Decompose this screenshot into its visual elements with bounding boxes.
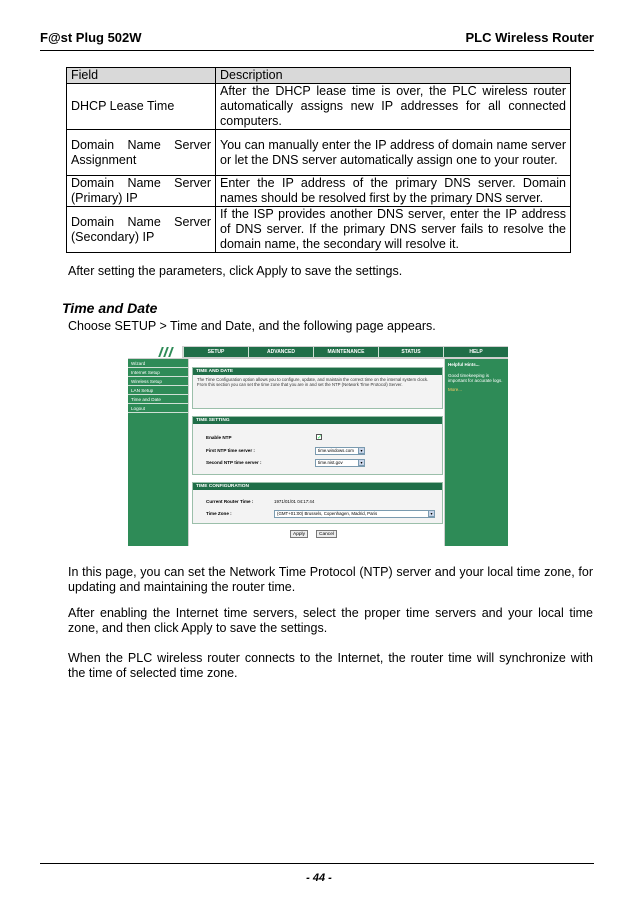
table-cell-field: Domain Name Server Assignment <box>67 130 216 176</box>
second-ntp-value: time.nist.gov <box>318 460 343 465</box>
nav-setup[interactable]: SETUP <box>183 347 248 357</box>
enable-ntp-checkbox[interactable]: ✓ <box>317 435 323 441</box>
time-and-date-box <box>192 367 443 409</box>
paragraph-sync: When the PLC wireless router connects to the Internet, the router time will synchronize with the time of selected time zone. <box>68 651 593 680</box>
time-zone-label: Time Zone : <box>206 511 232 516</box>
section-title: Time and Date <box>62 300 158 316</box>
second-ntp-label: Second NTP time server : <box>206 460 262 465</box>
router-sidebar <box>128 359 188 546</box>
after-table-text: After setting the parameters, click Apply to save the settings. <box>68 264 403 278</box>
time-configuration-title: TIME CONFIGURATION <box>193 483 442 490</box>
intro-text: Choose SETUP > Time and Date, and the following page appears. <box>68 319 436 333</box>
nav-status[interactable]: STATUS <box>378 347 443 357</box>
help-text: Good timekeeping is important for accurate logs. <box>448 373 503 383</box>
chevron-down-icon: ▾ <box>428 510 435 517</box>
time-and-date-title: TIME AND DATE <box>193 368 442 375</box>
chevron-down-icon: ▾ <box>358 447 365 454</box>
sidebar-item-logout[interactable]: Logout <box>128 404 188 413</box>
cancel-button[interactable]: Cancel <box>316 530 337 538</box>
apply-button[interactable]: Apply <box>290 530 308 538</box>
table-header-description: Description <box>216 68 571 84</box>
second-ntp-select[interactable] <box>315 459 365 467</box>
header-rule <box>40 50 594 51</box>
footer-rule <box>40 863 594 864</box>
paragraph-enable: After enabling the Internet time servers, select the proper time servers and your local time zone, and then click Apply to save the settings. <box>68 606 593 635</box>
first-ntp-label: First NTP time server : <box>206 448 255 453</box>
enable-ntp-label: Enable NTP <box>206 435 232 440</box>
router-top-nav <box>183 347 508 357</box>
sidebar-item-wizard[interactable]: Wizard <box>128 359 188 368</box>
table-row <box>67 207 571 253</box>
logo-stripes-icon <box>128 346 182 358</box>
field-description-table <box>66 67 571 253</box>
table-cell-description: Enter the IP address of the primary DNS server. Domain names should be resolved first by the primary DNS server. <box>216 176 571 207</box>
table-header-row <box>67 68 571 84</box>
table-cell-description: You can manually enter the IP address of domain name server or let the DNS server automatically assign one to your router. <box>216 130 571 176</box>
time-setting-title: TIME SETTING <box>193 417 442 424</box>
router-main <box>189 359 444 546</box>
help-panel <box>445 359 508 546</box>
sidebar-item-internet-setup[interactable]: Internet Setup <box>128 368 188 377</box>
first-ntp-value: time.windows.com <box>318 448 354 453</box>
table-row <box>67 130 571 176</box>
help-more-link[interactable]: More... <box>448 387 463 392</box>
chevron-down-icon: ▾ <box>358 459 365 466</box>
table-cell-description: If the ISP provides another DNS server, enter the IP address of DNS server. If the primary DNS server fails to resolve the domain name, the secondary will resolve it. <box>216 207 571 253</box>
current-time-value: 1971/01/01 04:17:44 <box>274 499 315 504</box>
table-row <box>67 84 571 130</box>
table-cell-field: Domain Name Server (Secondary) IP <box>67 207 216 253</box>
table-cell-description: After the DHCP lease time is over, the PLC wireless router automatically assigns new IP addresses for all connected computers. <box>216 84 571 130</box>
table-cell-field: Domain Name Server (Primary) IP <box>67 176 216 207</box>
table-row <box>67 176 571 207</box>
first-ntp-select[interactable] <box>315 447 365 455</box>
sidebar-item-time-and-date[interactable]: Time and Date <box>128 395 188 404</box>
header-title: PLC Wireless Router <box>465 30 594 45</box>
sidebar-item-lan-setup[interactable]: LAN Setup <box>128 386 188 395</box>
nav-help[interactable]: HELP <box>443 347 508 357</box>
page-number: - 44 - <box>306 872 332 884</box>
current-time-label: Current Router Time : <box>206 499 254 504</box>
router-screenshot <box>128 346 508 546</box>
table-header-field: Field <box>67 68 216 84</box>
paragraph-ntp: In this page, you can set the Network Time Protocol (NTP) server and your local time zone, for updating and maintaining the router time. <box>68 565 593 594</box>
sidebar-item-wireless-setup[interactable]: Wireless Setup <box>128 377 188 386</box>
time-and-date-text: The Time Configuration option allows you to configure, update, and maintain the correct time on the internal system clock. From this section you can set the time zone that you are in and set the NTP (Network Time Protocol) Server. <box>197 377 429 387</box>
time-zone-select[interactable] <box>274 510 435 518</box>
time-zone-value: (GMT+01:00) Brussels, Copenhagen, Madrid, Paris <box>277 511 378 516</box>
help-title: Helpful Hints... <box>448 362 480 367</box>
header-product: F@st Plug 502W <box>40 30 142 45</box>
nav-maintenance[interactable]: MAINTENANCE <box>313 347 378 357</box>
nav-advanced[interactable]: ADVANCED <box>248 347 313 357</box>
table-cell-field: DHCP Lease Time <box>67 84 216 130</box>
